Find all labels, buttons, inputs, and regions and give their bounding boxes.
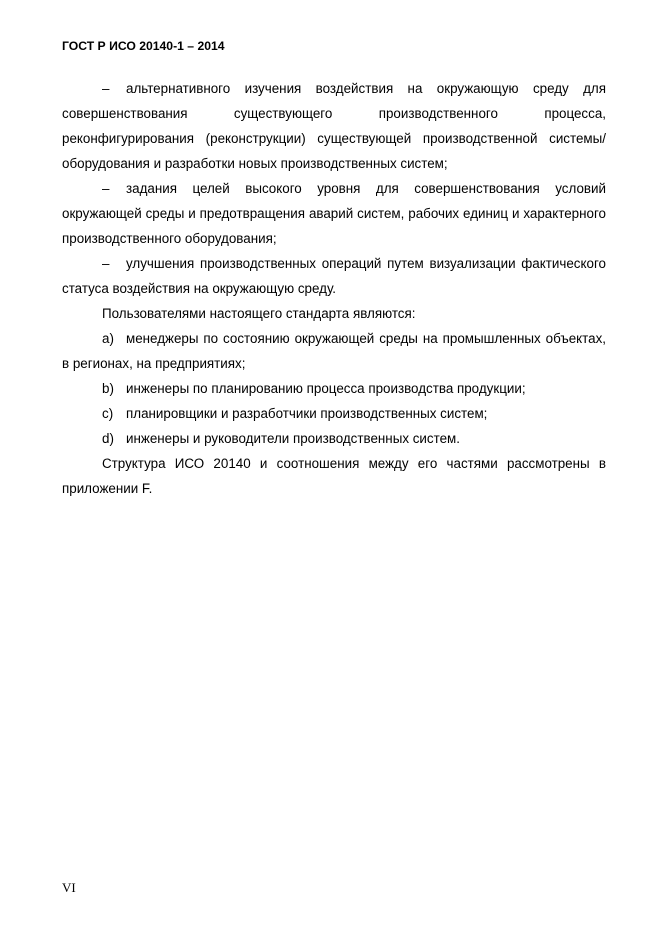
list-marker: a) xyxy=(102,331,114,346)
list-item xyxy=(62,76,606,176)
paragraph-text: Пользователями настоящего стандарта являются: xyxy=(102,306,416,321)
list-marker: d) xyxy=(102,431,114,446)
list-marker: – xyxy=(102,81,110,96)
paragraph-text: улучшения производственных операций путем визуализации фактического статуса воздействия на окружающую среду. xyxy=(62,256,606,296)
paragraph-text: задания целей высокого уровня для совершенствования условий окружающей среды и предотвращения аварий систем, рабочих единиц и характерного производственного оборудования; xyxy=(62,181,606,246)
paragraph-text: Структура ИСО 20140 и соотношения между его частями рассмотрены в приложении F. xyxy=(62,456,606,496)
page-number: VI xyxy=(62,880,76,895)
list-item xyxy=(62,251,606,301)
list-item xyxy=(62,176,606,251)
list-marker: – xyxy=(102,256,110,271)
list-item xyxy=(62,401,606,426)
list-marker: b) xyxy=(102,381,114,396)
list-marker: – xyxy=(102,181,110,196)
paragraph-text: планировщики и разработчики производственных систем; xyxy=(126,406,488,421)
paragraph xyxy=(62,451,606,501)
list-item xyxy=(62,326,606,376)
paragraph xyxy=(62,301,606,326)
document-header: ГОСТ Р ИСО 20140-1 – 2014 xyxy=(62,39,225,53)
paragraph-text: инженеры по планированию процесса производства продукции; xyxy=(126,381,526,396)
page-body xyxy=(62,76,606,501)
paragraph-text: альтернативного изучения воздействия на окружающую среду для совершенствования существующего производственного процесса, реконфигурирования (реконструкции) существующей производственной системы/оборудования и разработки новых производственных систем; xyxy=(62,81,606,171)
list-item xyxy=(62,426,606,451)
list-marker: c) xyxy=(102,406,114,421)
list-item xyxy=(62,376,606,401)
paragraph-text: инженеры и руководители производственных систем. xyxy=(126,431,460,446)
paragraph-text: менеджеры по состоянию окружающей среды на промышленных объектах, в регионах, на предприятиях; xyxy=(62,331,606,371)
